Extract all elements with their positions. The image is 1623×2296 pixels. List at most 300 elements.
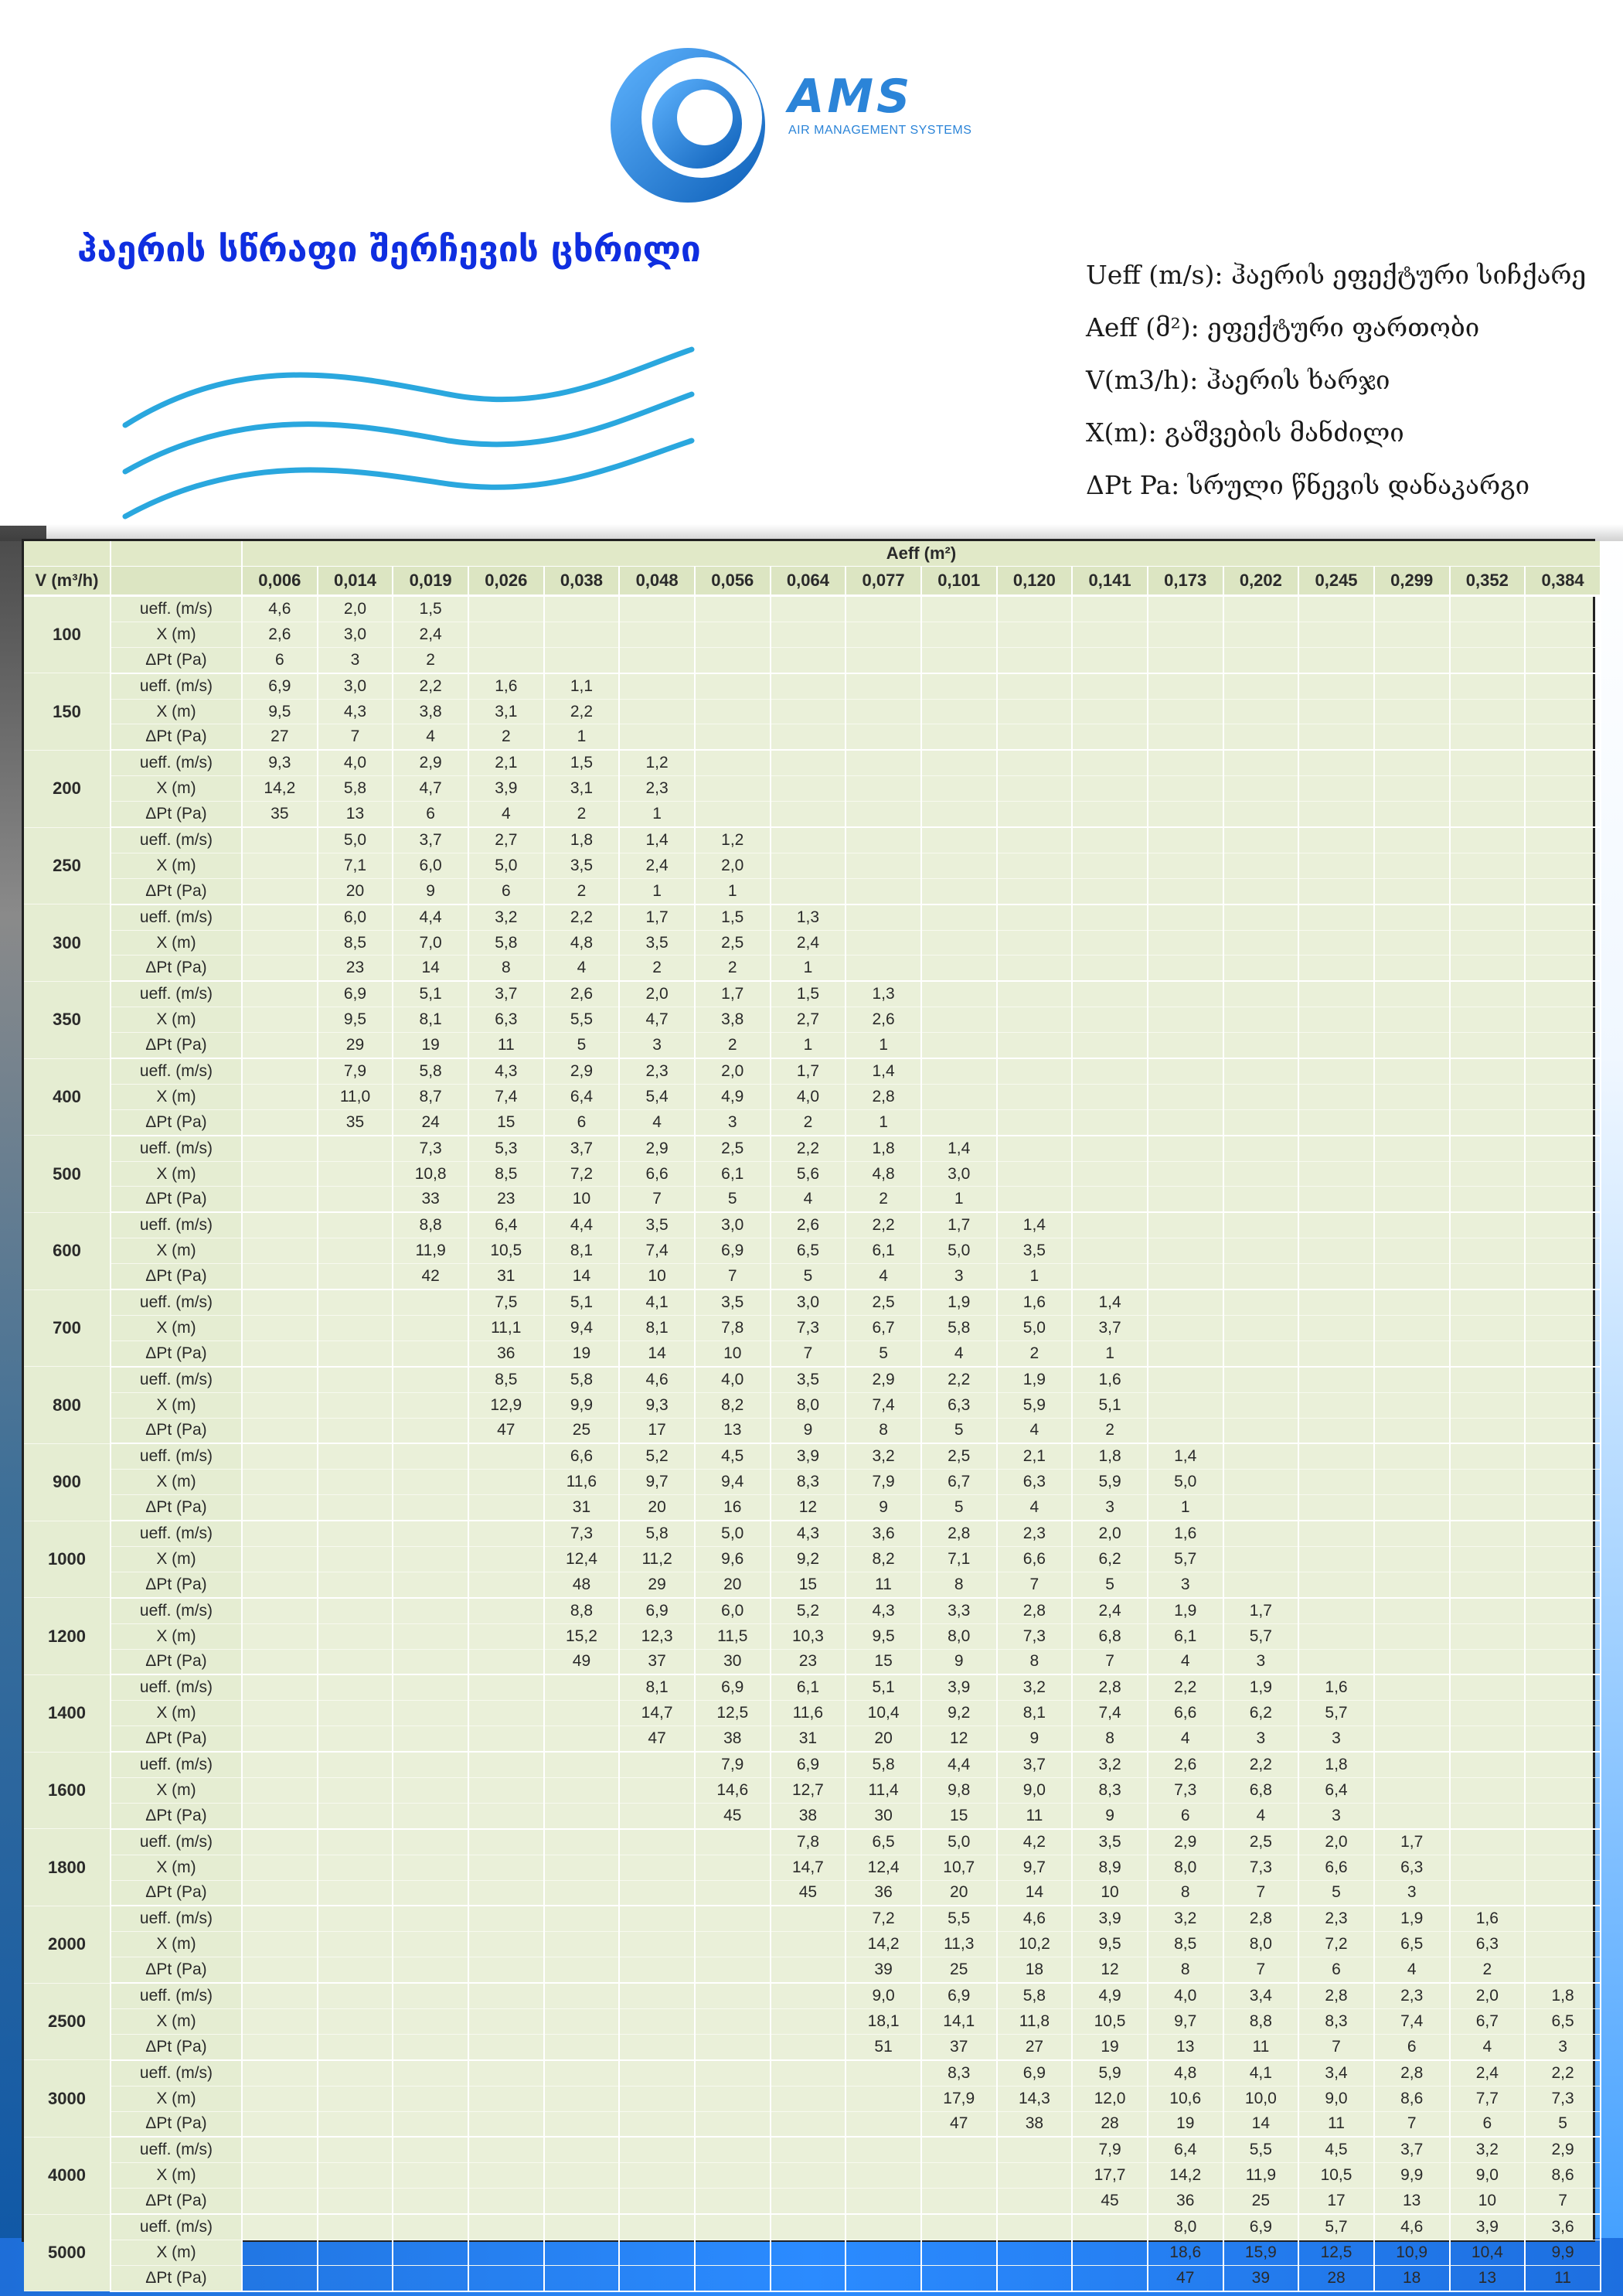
flow-rate-cell: 400 (24, 1058, 111, 1136)
value-cell (242, 1264, 318, 1289)
value-cell (619, 1855, 695, 1880)
value-cell: 6 (393, 802, 468, 827)
value-cell (1374, 1726, 1450, 1752)
value-cell: 14,2 (846, 1932, 921, 1957)
value-cell: 2,9 (393, 750, 468, 775)
value-cell: 1,7 (921, 1212, 997, 1238)
legend-x: X(m): გაშვების მანძილი (1086, 417, 1404, 448)
value-cell: 6,9 (771, 1752, 846, 1777)
value-cell: 1,5 (695, 904, 771, 930)
value-cell: 2,8 (1374, 2060, 1450, 2086)
value-cell (695, 2034, 771, 2059)
value-cell: 2,0 (695, 853, 771, 878)
value-cell: 15 (771, 1572, 846, 1597)
value-cell: 12,4 (544, 1546, 620, 1572)
value-cell (695, 2265, 771, 2291)
value-cell (921, 647, 997, 673)
table-row (24, 647, 1601, 673)
table-row (24, 1315, 1601, 1340)
value-cell (1525, 1161, 1601, 1187)
value-cell: 12 (771, 1495, 846, 1521)
value-cell (846, 2111, 921, 2137)
value-cell (318, 1264, 393, 1289)
param-label: ΔPt (Pa) (111, 1340, 242, 1366)
value-cell: 4 (921, 1340, 997, 1366)
value-cell: 6,5 (1374, 1932, 1450, 1957)
value-cell: 8,3 (1072, 1777, 1148, 1803)
legend (1086, 249, 1586, 512)
value-cell (1450, 1264, 1526, 1289)
value-cell (1525, 853, 1601, 878)
value-cell (393, 2137, 468, 2162)
param-label: ueff. (m/s) (111, 1367, 242, 1392)
value-cell: 9,4 (695, 1470, 771, 1495)
value-cell (1450, 1392, 1526, 1418)
value-cell: 7,4 (468, 1084, 544, 1109)
value-cell: 6,3 (468, 1007, 544, 1033)
value-cell (771, 2086, 846, 2111)
value-cell: 5,9 (1072, 1470, 1148, 1495)
value-cell (318, 2163, 393, 2189)
value-cell (619, 1957, 695, 1983)
value-cell: 1,8 (544, 827, 620, 853)
value-cell (1298, 904, 1374, 930)
value-cell: 3,9 (1450, 2214, 1526, 2240)
value-cell: 36 (1148, 2189, 1223, 2214)
value-cell (921, 802, 997, 827)
value-cell (695, 724, 771, 750)
value-cell: 3 (1374, 1880, 1450, 1906)
table-row (24, 1752, 1601, 1777)
value-cell (997, 1084, 1073, 1109)
value-cell (468, 1829, 544, 1855)
value-cell (1525, 1701, 1601, 1726)
value-cell (1298, 673, 1374, 699)
param-label: X (m) (111, 1777, 242, 1803)
value-cell (1298, 1546, 1374, 1572)
value-cell (242, 1289, 318, 1315)
value-cell (1374, 1264, 1450, 1289)
value-cell: 1 (544, 724, 620, 750)
table-row (24, 1572, 1601, 1597)
value-cell: 2,6 (544, 981, 620, 1007)
value-cell: 2,3 (997, 1521, 1073, 1546)
value-cell: 9 (846, 1495, 921, 1521)
value-cell: 6,9 (921, 1983, 997, 2008)
value-cell: 10,3 (771, 1623, 846, 1649)
value-cell (997, 2265, 1073, 2291)
value-cell: 5 (1072, 1572, 1148, 1597)
value-cell (1223, 1084, 1299, 1109)
value-cell (846, 2240, 921, 2266)
value-cell: 4,1 (1223, 2060, 1299, 2086)
value-cell (997, 1161, 1073, 1187)
value-cell: 7,4 (619, 1238, 695, 1264)
param-label: X (m) (111, 1238, 242, 1264)
value-cell: 1,6 (1298, 1674, 1374, 1700)
value-cell (695, 750, 771, 775)
value-cell (318, 1367, 393, 1392)
value-cell: 20 (619, 1495, 695, 1521)
value-cell: 6,5 (846, 1829, 921, 1855)
value-cell: 28 (1072, 2111, 1148, 2137)
value-cell: 8 (1148, 1957, 1223, 1983)
value-cell: 27 (997, 2034, 1073, 2059)
value-cell: 6,8 (1223, 1777, 1299, 1803)
value-cell (1450, 1495, 1526, 1521)
value-cell (1223, 750, 1299, 775)
value-cell: 5 (695, 1187, 771, 1212)
value-cell (242, 2137, 318, 2162)
value-cell: 9,4 (544, 1315, 620, 1340)
value-cell (1450, 750, 1526, 775)
param-label: X (m) (111, 1623, 242, 1649)
value-cell (1223, 1212, 1299, 1238)
value-cell (695, 673, 771, 699)
value-cell: 11,6 (544, 1470, 620, 1495)
value-cell (393, 2060, 468, 2086)
value-cell (619, 1803, 695, 1828)
value-cell: 6 (544, 1109, 620, 1135)
value-cell (393, 1340, 468, 1366)
value-cell (1450, 1084, 1526, 1109)
value-cell: 1 (846, 1033, 921, 1058)
value-cell: 6 (1148, 1803, 1223, 1828)
value-cell: 8,5 (1148, 1932, 1223, 1957)
table-row (24, 1906, 1601, 1931)
value-cell (318, 1623, 393, 1649)
value-cell: 13 (1450, 2265, 1526, 2291)
value-cell: 5,1 (393, 981, 468, 1007)
value-cell: 4 (1450, 2034, 1526, 2059)
value-cell (695, 2240, 771, 2266)
value-cell (695, 2060, 771, 2086)
value-cell (393, 1443, 468, 1469)
value-cell (619, 1880, 695, 1906)
param-label: X (m) (111, 1007, 242, 1033)
flow-rate-cell: 300 (24, 904, 111, 982)
value-cell (1525, 724, 1601, 750)
value-cell: 5,3 (468, 1136, 544, 1161)
value-cell (242, 1315, 318, 1340)
value-cell: 2,9 (1148, 1829, 1223, 1855)
value-cell (468, 1983, 544, 2008)
value-cell (1223, 853, 1299, 878)
value-cell (1374, 1521, 1450, 1546)
value-cell: 18 (1374, 2265, 1450, 2291)
value-cell (771, 2137, 846, 2162)
value-cell (1072, 1084, 1148, 1109)
value-cell: 5,0 (921, 1238, 997, 1264)
value-cell: 47 (619, 1726, 695, 1752)
value-cell (318, 1752, 393, 1777)
table-row (24, 1367, 1601, 1392)
value-cell (1450, 1701, 1526, 1726)
value-cell: 12,5 (695, 1701, 771, 1726)
value-cell (1525, 1367, 1601, 1392)
value-cell: 4,4 (544, 1212, 620, 1238)
value-cell: 5,1 (1072, 1392, 1148, 1418)
value-cell (1223, 1546, 1299, 1572)
value-cell (544, 1855, 620, 1880)
value-cell: 8,0 (1148, 1855, 1223, 1880)
value-cell: 3,0 (318, 673, 393, 699)
value-cell: 7,2 (846, 1906, 921, 1931)
value-cell: 3,5 (771, 1367, 846, 1392)
value-cell: 2,5 (1223, 1829, 1299, 1855)
value-cell (1148, 1136, 1223, 1161)
value-cell: 6,9 (695, 1674, 771, 1700)
value-cell (1148, 724, 1223, 750)
value-cell (695, 2008, 771, 2034)
value-cell (619, 1983, 695, 2008)
value-cell (1450, 647, 1526, 673)
value-cell (1072, 647, 1148, 673)
value-cell (1223, 1315, 1299, 1340)
param-label: ΔPt (Pa) (111, 1880, 242, 1906)
value-cell: 8 (1072, 1726, 1148, 1752)
value-cell: 4,3 (468, 1058, 544, 1084)
value-cell (393, 2111, 468, 2137)
value-cell: 31 (544, 1495, 620, 1521)
param-label: ueff. (m/s) (111, 2214, 242, 2240)
value-cell: 4 (1223, 1803, 1299, 1828)
value-cell (318, 1495, 393, 1521)
value-cell (1223, 1443, 1299, 1469)
value-cell (544, 2086, 620, 2111)
value-cell (1072, 1109, 1148, 1135)
value-cell: 1,5 (393, 596, 468, 622)
value-cell: 25 (921, 1957, 997, 1983)
value-cell: 14,7 (619, 1701, 695, 1726)
value-cell: 10,5 (468, 1238, 544, 1264)
value-cell (1298, 724, 1374, 750)
value-cell: 9,7 (1148, 2008, 1223, 2034)
value-cell (1374, 622, 1450, 647)
value-cell (1223, 622, 1299, 647)
value-cell (393, 1855, 468, 1880)
value-cell: 8,1 (619, 1315, 695, 1340)
value-cell: 3 (921, 1264, 997, 1289)
value-cell (393, 1829, 468, 1855)
value-cell (846, 827, 921, 853)
value-cell (846, 802, 921, 827)
value-cell (1298, 1289, 1374, 1315)
value-cell: 11,9 (393, 1238, 468, 1264)
value-cell (468, 1803, 544, 1828)
value-cell: 5,4 (619, 1084, 695, 1109)
value-cell: 2,2 (771, 1136, 846, 1161)
value-cell (1072, 2265, 1148, 2291)
value-cell (771, 853, 846, 878)
value-cell: 1,7 (695, 981, 771, 1007)
param-label: X (m) (111, 2163, 242, 2189)
value-cell (1450, 1777, 1526, 1803)
table-row (24, 1829, 1601, 1855)
value-cell: 2,8 (1072, 1674, 1148, 1700)
value-cell: 4,8 (1148, 2060, 1223, 2086)
value-cell: 1,4 (997, 1212, 1073, 1238)
value-cell: 5 (921, 1418, 997, 1443)
value-cell (1072, 699, 1148, 724)
value-cell: 7,4 (846, 1392, 921, 1418)
value-cell: 9,5 (242, 699, 318, 724)
value-cell: 6,2 (1223, 1701, 1299, 1726)
table-row (24, 1007, 1601, 1033)
value-cell: 7 (318, 724, 393, 750)
value-cell (771, 750, 846, 775)
param-label: ΔPt (Pa) (111, 1033, 242, 1058)
value-cell (544, 596, 620, 622)
value-cell (318, 1649, 393, 1674)
value-cell: 2 (997, 1340, 1073, 1366)
value-cell (1223, 1289, 1299, 1315)
flow-rate-cell: 800 (24, 1367, 111, 1444)
value-cell (771, 1983, 846, 2008)
aeff-value-header: 0,141 (1072, 567, 1148, 596)
value-cell (1374, 1443, 1450, 1469)
table-row (24, 1418, 1601, 1443)
value-cell: 9 (997, 1726, 1073, 1752)
param-label: ΔPt (Pa) (111, 878, 242, 904)
aeff-value-header: 0,173 (1148, 567, 1223, 596)
value-cell (242, 1829, 318, 1855)
value-cell (1525, 1598, 1601, 1623)
value-cell (1374, 776, 1450, 802)
value-cell: 9,9 (544, 1392, 620, 1418)
value-cell: 1,1 (544, 673, 620, 699)
value-cell: 6,4 (1298, 1777, 1374, 1803)
param-label: ΔPt (Pa) (111, 1649, 242, 1674)
table-row (24, 1957, 1601, 1983)
value-cell: 5,9 (1072, 2060, 1148, 2086)
value-cell (1374, 596, 1450, 622)
value-cell (1525, 647, 1601, 673)
value-cell: 1,5 (771, 981, 846, 1007)
param-label: ueff. (m/s) (111, 827, 242, 853)
value-cell: 1,3 (771, 904, 846, 930)
value-cell (1450, 1470, 1526, 1495)
value-cell (695, 2086, 771, 2111)
value-cell (318, 1726, 393, 1752)
value-cell (921, 750, 997, 775)
flow-rate-cell: 350 (24, 981, 111, 1058)
value-cell: 2,0 (1298, 1829, 1374, 1855)
value-cell (318, 1470, 393, 1495)
value-cell: 10,9 (1374, 2240, 1450, 2266)
value-cell: 8,3 (921, 2060, 997, 2086)
value-cell (242, 1957, 318, 1983)
value-cell (1525, 1649, 1601, 1674)
value-cell (318, 1803, 393, 1828)
value-cell (318, 1880, 393, 1906)
value-cell (318, 1674, 393, 1700)
value-cell (1223, 930, 1299, 956)
value-cell (619, 1906, 695, 1931)
value-cell: 4,0 (771, 1084, 846, 1109)
value-cell (921, 1084, 997, 1109)
value-cell: 2 (695, 1033, 771, 1058)
value-cell (997, 956, 1073, 981)
value-cell (544, 1829, 620, 1855)
value-cell: 2,0 (1072, 1521, 1148, 1546)
header-blank (24, 541, 111, 567)
value-cell: 6,6 (997, 1546, 1073, 1572)
value-cell (1450, 827, 1526, 853)
value-cell (1223, 1058, 1299, 1084)
value-cell (1298, 1367, 1374, 1392)
value-cell: 5,8 (921, 1315, 997, 1340)
value-cell (1072, 827, 1148, 853)
value-cell: 30 (695, 1649, 771, 1674)
flow-rate-cell: 150 (24, 673, 111, 751)
value-cell (544, 1932, 620, 1957)
value-cell (1450, 878, 1526, 904)
value-cell (1072, 596, 1148, 622)
value-cell: 15 (846, 1649, 921, 1674)
value-cell: 2,3 (619, 1058, 695, 1084)
value-cell: 6,3 (1450, 1932, 1526, 1957)
value-cell: 2,4 (1072, 1598, 1148, 1623)
value-cell (242, 1418, 318, 1443)
value-cell: 2,3 (1374, 1983, 1450, 2008)
value-cell (242, 2214, 318, 2240)
value-cell: 3,2 (997, 1674, 1073, 1700)
value-cell (242, 2111, 318, 2137)
value-cell (318, 2111, 393, 2137)
value-cell (1374, 1803, 1450, 1828)
value-cell: 2,0 (695, 1058, 771, 1084)
value-cell: 7,3 (771, 1315, 846, 1340)
value-cell (318, 1340, 393, 1366)
table-row (24, 878, 1601, 904)
value-cell (1223, 1264, 1299, 1289)
value-cell (619, 2111, 695, 2137)
value-cell: 15 (921, 1803, 997, 1828)
value-cell (1148, 750, 1223, 775)
value-cell: 1,3 (846, 981, 921, 1007)
value-cell: 13 (318, 802, 393, 827)
value-cell (1223, 1033, 1299, 1058)
value-cell (544, 2137, 620, 2162)
value-cell (242, 1726, 318, 1752)
value-cell (619, 2265, 695, 2291)
value-cell (1072, 1136, 1148, 1161)
value-cell (318, 1906, 393, 1931)
value-cell: 29 (619, 1572, 695, 1597)
value-cell: 33 (393, 1187, 468, 1212)
value-cell: 25 (1223, 2189, 1299, 2214)
value-cell: 7,3 (1525, 2086, 1601, 2111)
value-cell (318, 1829, 393, 1855)
value-cell: 38 (771, 1803, 846, 1828)
value-cell: 36 (468, 1340, 544, 1366)
value-cell: 9,0 (1450, 2163, 1526, 2189)
value-cell (1374, 1238, 1450, 1264)
value-cell: 47 (468, 1418, 544, 1443)
flow-rate-cell: 1800 (24, 1829, 111, 1906)
value-cell: 1 (997, 1264, 1073, 1289)
value-cell (318, 2008, 393, 2034)
value-cell (1525, 1572, 1601, 1597)
value-cell (468, 596, 544, 622)
value-cell: 5,0 (1148, 1470, 1223, 1495)
value-cell (1148, 878, 1223, 904)
value-cell: 47 (921, 2111, 997, 2137)
value-cell (318, 2240, 393, 2266)
value-cell (544, 2214, 620, 2240)
value-cell (544, 647, 620, 673)
